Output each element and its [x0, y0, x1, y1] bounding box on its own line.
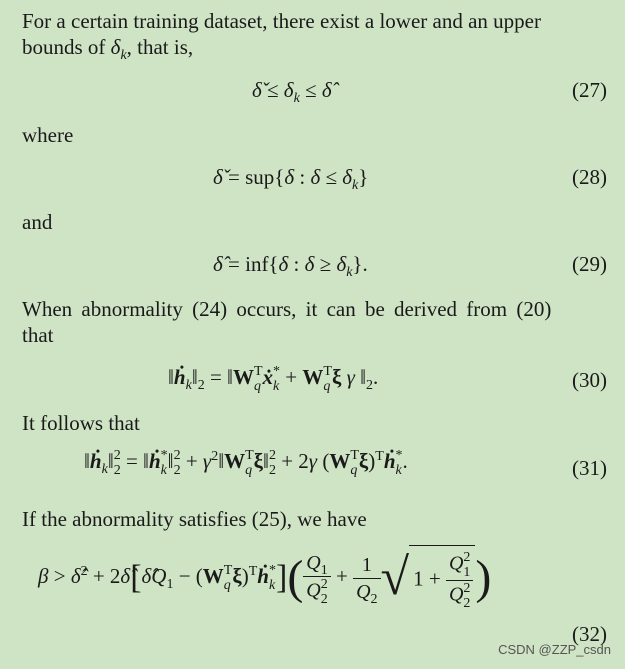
equation-30: $‖ḣ_k‖_2$ = ‖WT qẋ* k + WT qξ γ $‖_2$.: [168, 364, 379, 394]
equation-31: ‖ḣ$_k$‖2 2 = ‖ḣ* k‖2 $2 + \gamma^2‖WT$ qξ‖2 2 + 2γ (WT qξ)$^T$ḣ* k.: [84, 448, 408, 478]
equation-number-30: (30): [572, 368, 607, 392]
word-and: and: [22, 210, 53, 234]
text-it-follows: It follows that: [22, 411, 140, 435]
paragraph-1-line-2: bounds of $\delta_k$, that is,: [22, 35, 194, 64]
equation-number-27: (27): [572, 78, 607, 102]
paragraph-1-line-1: For a certain training dataset, there exist a lower and an upper: [22, 9, 541, 33]
paragraph-3: If the abnormality satisfies (25), we have: [22, 507, 367, 531]
equation-27: δ̌ ≤ $\delta_k$ ≤ δ̂: [252, 78, 332, 107]
equation-number-29: (29): [572, 252, 607, 276]
equation-number-32: (32): [572, 622, 607, 646]
word-where: where: [22, 123, 74, 147]
equation-number-31: (31): [572, 456, 607, 480]
equation-number-28: (28): [572, 165, 607, 189]
paragraph-2-line-2: that: [22, 323, 54, 347]
paragraph-2-line-1: When abnormality (24) occurs, it can be derived from (20): [22, 297, 552, 321]
equation-28: δ̌ = sup{δ : $\delta \le \delta_k$}: [213, 165, 369, 194]
equation-29: δ̂ = inf{δ : $\delta \ge \delta_k$}.: [213, 252, 368, 281]
equation-32: β > δ̂$^2$ + $2\deltâ[\deltâQ_1 - (WT$ qξ)$^T$ḣ* k]( $Q_1$ Q2 2 + $\frac{1}{Q_2}$ √ 1 + Q2 1 Q2 2 ): [38, 545, 491, 611]
csdn-watermark: CSDN @ZZP_csdn: [498, 642, 611, 657]
